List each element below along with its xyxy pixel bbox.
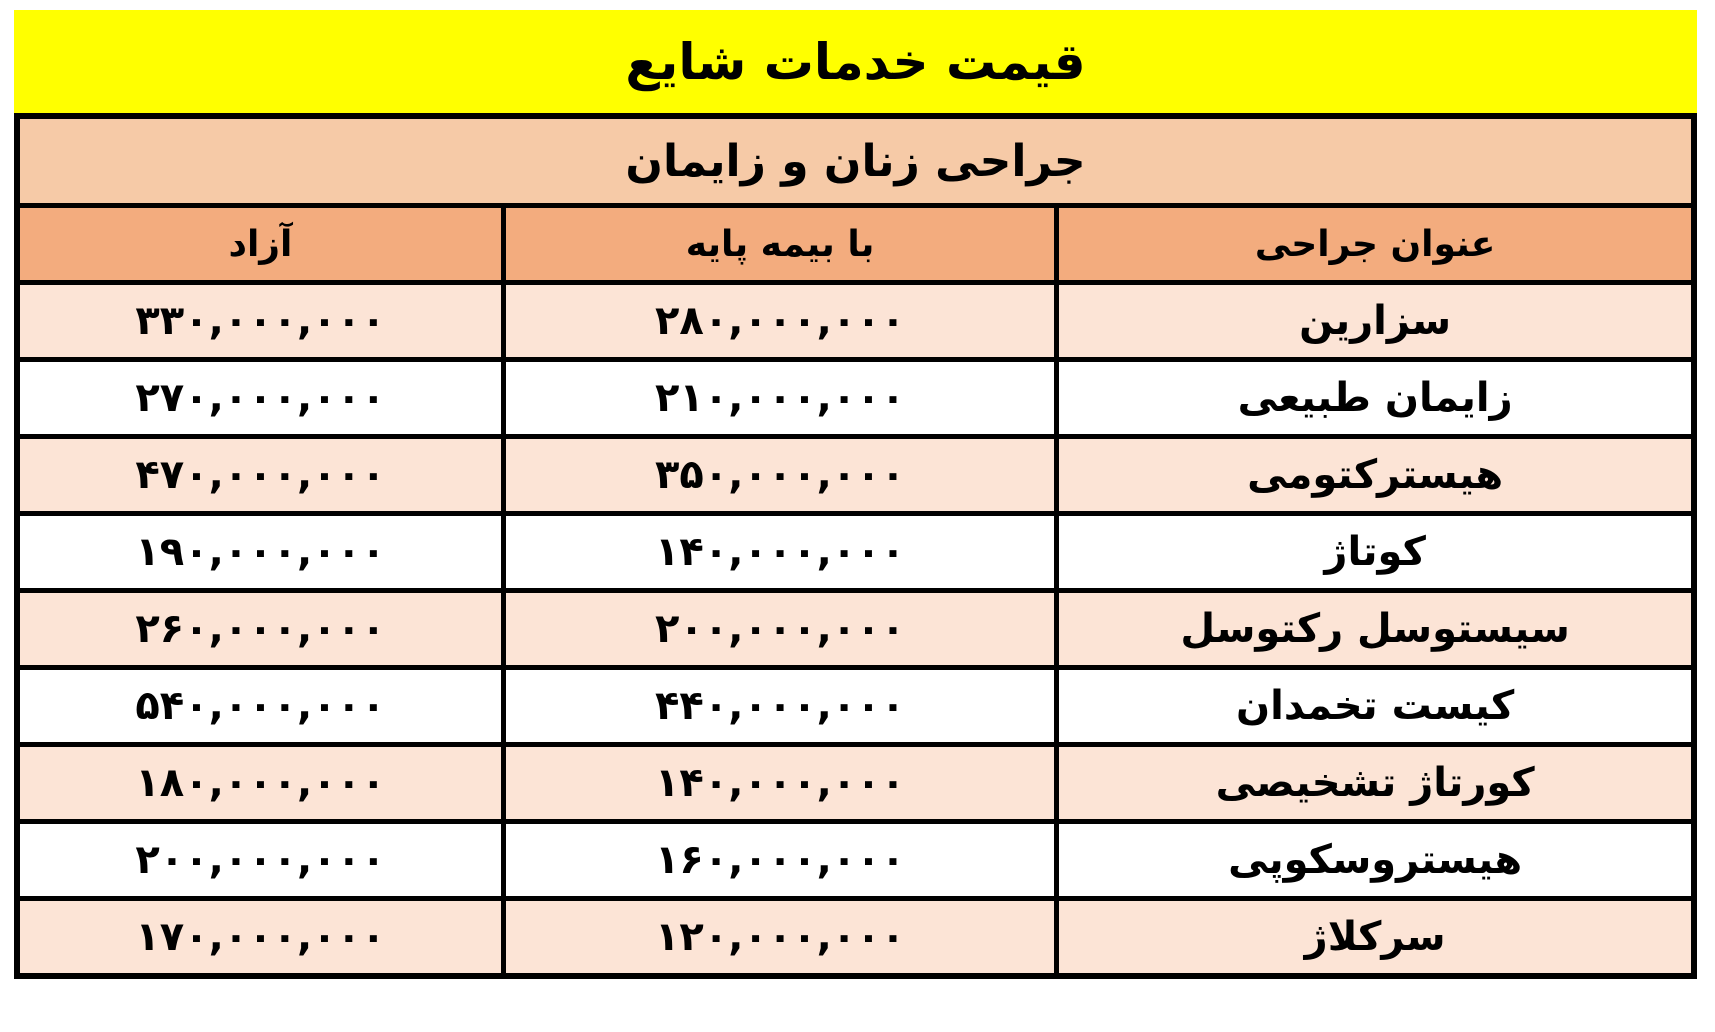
cell-price-with-insurance: ۱۴۰,۰۰۰,۰۰۰ (503, 745, 1056, 822)
cell-price-free: ۴۷۰,۰۰۰,۰۰۰ (17, 437, 503, 514)
header-row (17, 206, 1694, 283)
column-header-free: آزاد (17, 206, 503, 283)
table-row (17, 437, 1694, 514)
cell-surgery-name: سیستوسل رکتوسل (1057, 591, 1694, 668)
table-row (17, 591, 1694, 668)
cell-surgery-name: کیست تخمدان (1057, 668, 1694, 745)
table-row (17, 360, 1694, 437)
cell-price-with-insurance: ۲۰۰,۰۰۰,۰۰۰ (503, 591, 1056, 668)
price-sheet (14, 10, 1697, 979)
table-row (17, 514, 1694, 591)
section-row (17, 116, 1694, 206)
cell-surgery-name: کورتاژ تشخیصی (1057, 745, 1694, 822)
table-row (17, 668, 1694, 745)
cell-surgery-name: سزارین (1057, 283, 1694, 360)
column-header-surgery: عنوان جراحی (1057, 206, 1694, 283)
table-row (17, 283, 1694, 360)
cell-surgery-name: هیسترکتومی (1057, 437, 1694, 514)
column-header-with-insurance: با بیمه پایه (503, 206, 1056, 283)
cell-price-free: ۱۷۰,۰۰۰,۰۰۰ (17, 899, 503, 977)
cell-price-with-insurance: ۱۲۰,۰۰۰,۰۰۰ (503, 899, 1056, 977)
page-title: قیمت خدمات شایع (14, 10, 1697, 113)
section-title: جراحی زنان و زایمان (17, 116, 1694, 206)
cell-surgery-name: هیستروسکوپی (1057, 822, 1694, 899)
cell-surgery-name: زایمان طبیعی (1057, 360, 1694, 437)
cell-price-with-insurance: ۳۵۰,۰۰۰,۰۰۰ (503, 437, 1056, 514)
cell-price-free: ۱۸۰,۰۰۰,۰۰۰ (17, 745, 503, 822)
cell-price-free: ۳۳۰,۰۰۰,۰۰۰ (17, 283, 503, 360)
cell-price-free: ۵۴۰,۰۰۰,۰۰۰ (17, 668, 503, 745)
price-table (14, 113, 1697, 979)
cell-price-with-insurance: ۴۴۰,۰۰۰,۰۰۰ (503, 668, 1056, 745)
cell-price-with-insurance: ۲۱۰,۰۰۰,۰۰۰ (503, 360, 1056, 437)
cell-price-with-insurance: ۲۸۰,۰۰۰,۰۰۰ (503, 283, 1056, 360)
cell-price-free: ۱۹۰,۰۰۰,۰۰۰ (17, 514, 503, 591)
cell-price-free: ۲۶۰,۰۰۰,۰۰۰ (17, 591, 503, 668)
table-row (17, 899, 1694, 977)
cell-price-free: ۲۷۰,۰۰۰,۰۰۰ (17, 360, 503, 437)
cell-price-with-insurance: ۱۴۰,۰۰۰,۰۰۰ (503, 514, 1056, 591)
cell-price-with-insurance: ۱۶۰,۰۰۰,۰۰۰ (503, 822, 1056, 899)
cell-price-free: ۲۰۰,۰۰۰,۰۰۰ (17, 822, 503, 899)
cell-surgery-name: کوتاژ (1057, 514, 1694, 591)
table-row (17, 745, 1694, 822)
cell-surgery-name: سرکلاژ (1057, 899, 1694, 977)
table-row (17, 822, 1694, 899)
